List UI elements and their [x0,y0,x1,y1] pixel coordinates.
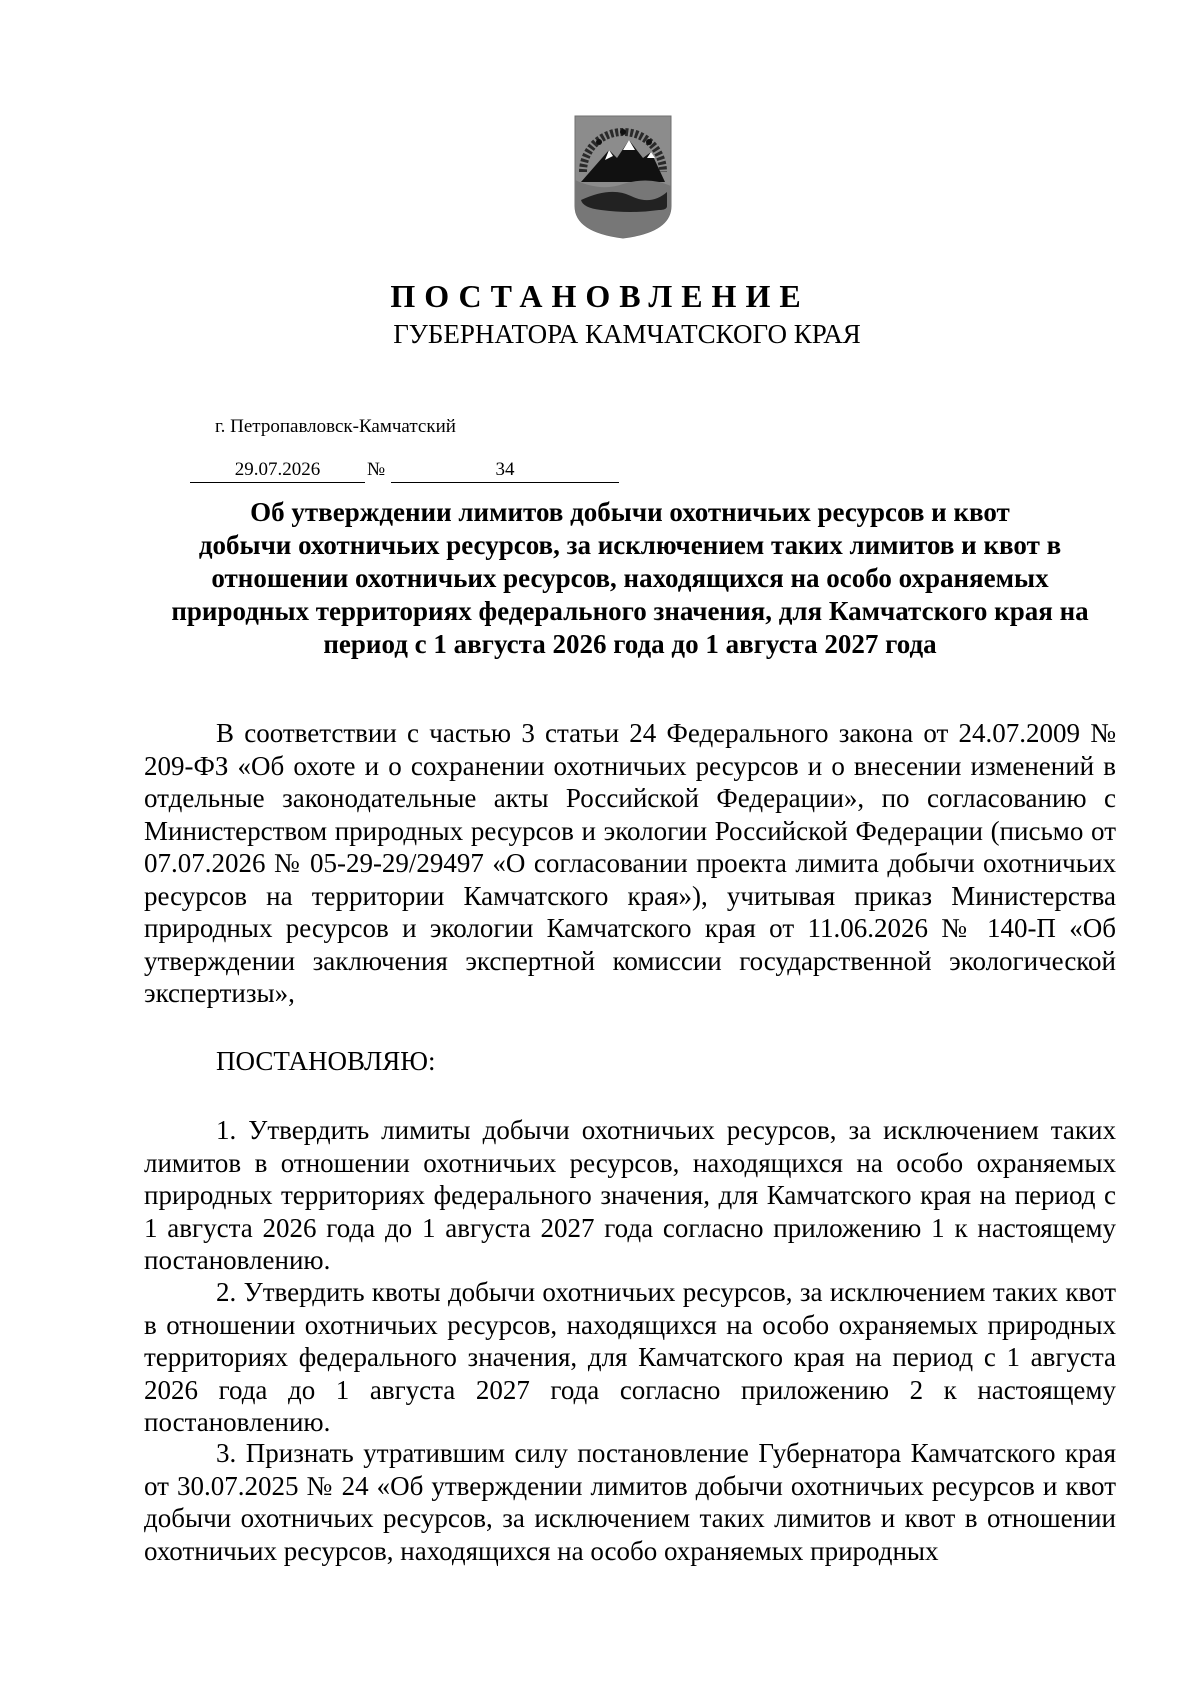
document-title: ПОСТАНОВЛЕНИЕ [390,278,810,314]
heading-line: период с 1 августа 2026 года до 1 августа 2027 года [323,629,937,659]
item-2-paragraph [144,1276,1116,1439]
document-subtitle: ГУБЕРНАТОРА КАМЧАТСКОГО КРАЯ [393,319,861,349]
item-1-text: 1. Утвердить лимиты добычи охотничьих ресурсов, за исключением таких лимитов в отношении охотничьих ресурсов, находящихся на особо охраняемых природных территориях федерального значения, для Камчатского края на период с 1 августа 2026 года до 1 августа 2027 года согласно приложению 1 к настоящему постановлению. [144,1115,1116,1275]
decree-word: ПОСТАНОВЛЯЮ: [216,1046,436,1076]
city-line: г. Петропавловск-Камчатский [215,416,456,437]
heading-line: добычи охотничьих ресурсов, за исключением таких лимитов и квот в [198,530,1062,560]
document-date: 29.07.2026 [190,458,365,483]
item-1-paragraph [144,1114,1116,1277]
item-3-text: 3. Признать утратившим силу постановление Губернатора Камчатского края от 30.07.2025 № 24 «Об утверждении лимитов добычи охотничьих ресурсов и квот добычи охотничьих ресурсов, за исключением таких лимитов и квот в отношении охотничьих ресурсов, находящихся на особо охраняемых природных [144,1438,1116,1566]
number-sign: № [367,459,386,480]
item-2-text: 2. Утвердить квоты добычи охотничьих ресурсов, за исключением таких квот в отношении охотничьих ресурсов, находящихся на особо охраняемых природных территориях федерального значения, для Камчатского края на период с 1 августа 2026 года до 1 августа 2027 года согласно приложению 2 к настоящему постановлению. [144,1277,1116,1437]
kamchatka-coat-of-arms-icon [571,110,675,240]
heading-line: Об утверждении лимитов добычи охотничьих ресурсов и квот [250,497,1010,527]
preamble-paragraph [144,717,1116,1010]
heading-line: природных территориях федерального значения, для Камчатского края на [171,596,1089,626]
document-number: 34 [391,458,619,483]
document-heading [128,496,1132,661]
preamble-text: В соответствии с частью 3 статьи 24 Федерального закона от 24.07.2009 № 209-ФЗ «Об охоте и о сохранении охотничьих ресурсов и о внесении изменений в отдельные законодательные акты Российской Федерации», по согласованию с Министерством природных ресурсов и экологии Российской Федерации (письмо от 07.07.2026 № 05-29-29/29497 «О согласовании проекта лимита добычи охотничьих ресурсов на территории Камчатского края»), учитывая приказ Министерства природных ресурсов и экологии Камчатского края от 11.06.2026 № 140-П «Об утверждении заключения экспертной комиссии государственной экологической экспертизы», [144,718,1116,1008]
item-3-paragraph [144,1437,1116,1567]
date-number-line [190,458,620,484]
heading-line: отношении охотничьих ресурсов, находящихся на особо охраняемых [211,563,1049,593]
